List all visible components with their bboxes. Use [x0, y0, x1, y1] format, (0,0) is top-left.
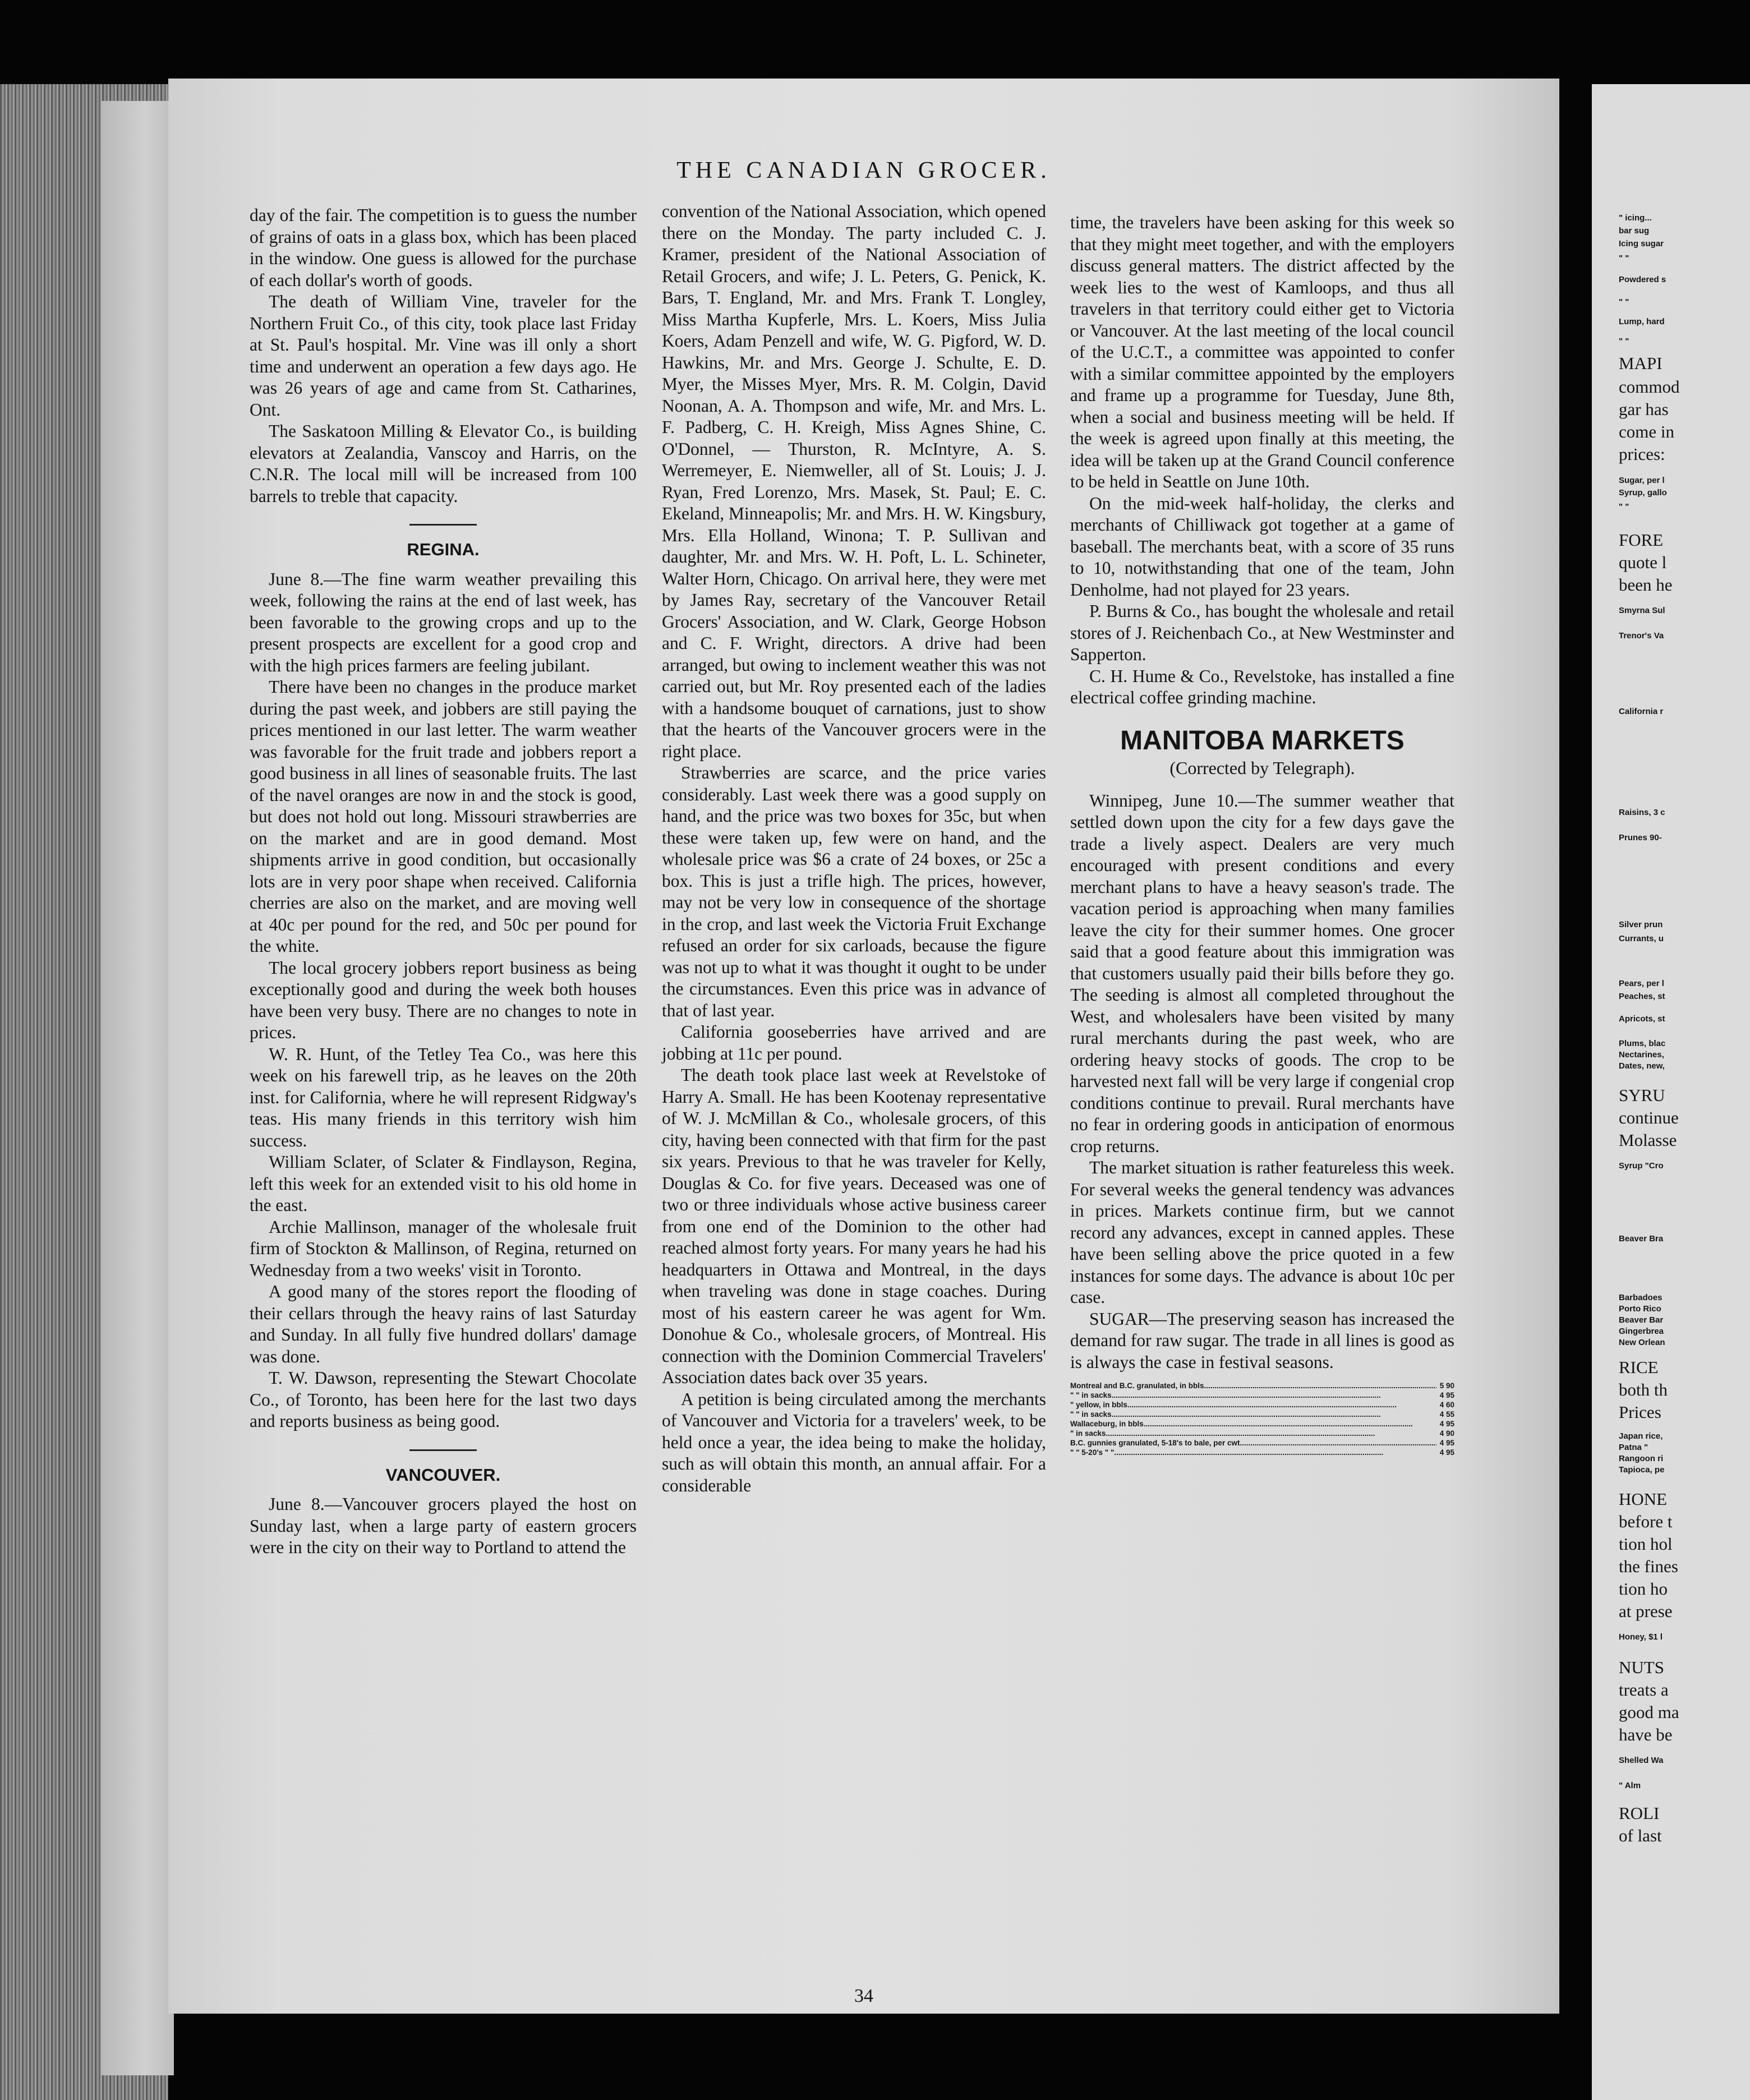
facing-page-text: Dates, new, — [1619, 1061, 1665, 1071]
facing-page-text: Barbadoes — [1619, 1293, 1662, 1302]
facing-page-text: Beaver Bra — [1619, 1234, 1664, 1244]
price-value: 4 95 — [1439, 1448, 1454, 1457]
facing-page-text: " " — [1619, 254, 1629, 263]
paragraph: Archie Mallinson, manager of the wholesale fruit firm of Stockton & Mallinson, of Regina, returned on Wednesday from a two weeks' visit in Toronto. — [250, 1217, 637, 1280]
page-header: THE CANADIAN GROCER. — [676, 158, 1051, 183]
magazine-page — [168, 79, 1559, 2014]
facing-page-text: Apricots, st — [1619, 1014, 1665, 1024]
facing-page-fragment — [1592, 84, 1750, 2100]
facing-page-text: good ma — [1619, 1702, 1679, 1722]
facing-page-text: Icing sugar — [1619, 239, 1664, 248]
price-row — [1070, 1390, 1454, 1400]
facing-page-text: SYRU — [1619, 1085, 1665, 1105]
price-row — [1070, 1419, 1454, 1429]
leader-dots — [1204, 1381, 1436, 1390]
facing-page-text: the fines — [1619, 1556, 1678, 1576]
price-row — [1070, 1438, 1454, 1448]
price-label: Wallaceburg, in bbls — [1070, 1420, 1144, 1428]
price-row — [1070, 1381, 1454, 1390]
facing-page-text: Prunes 90- — [1619, 833, 1662, 842]
leader-dots — [1114, 1448, 1436, 1457]
facing-page-text: HONE — [1619, 1489, 1668, 1509]
leader-dots — [1240, 1438, 1436, 1448]
paragraph: The market situation is rather featureless this week. For several weeks the general tendency was advances in prices. Markets continue firm, but we cannot record any advances, except in canned apples. These have been selling above the price quoted in a few instances for some days. The advance is about 10c per case. — [1070, 1158, 1454, 1307]
facing-page-text: bar sug — [1619, 226, 1650, 236]
facing-page-text: Silver prun — [1619, 920, 1663, 929]
facing-page-text: Syrup, gallo — [1619, 488, 1667, 498]
facing-page-text: Lump, hard — [1619, 317, 1665, 326]
leader-dots — [1144, 1419, 1436, 1429]
facing-page-text: prices: — [1619, 444, 1665, 464]
leader-dots — [1127, 1400, 1436, 1410]
facing-page-text: " " — [1619, 297, 1629, 307]
facing-page-text: Nectarines, — [1619, 1050, 1664, 1060]
book-gutter — [101, 101, 174, 2075]
paragraph: The death of William Vine, traveler for the Northern Fruit Co., of this city, took place last Friday at St. Paul's hospital. Mr. Vine was ill only a short time and underwent an operation a few days ago. He was 26 years of age and came from St. Catharines, Ont. — [250, 292, 637, 420]
price-label: Montreal and B.C. granulated, in bbls — [1070, 1381, 1204, 1390]
column-right — [1070, 212, 1454, 1457]
paragraph: The local grocery jobbers report business as being exceptionally good and during the week both houses have been very busy. There are no changes to note in prices. — [250, 957, 637, 1042]
paragraph: A good many of the stores report the flooding of their cellars through the heavy rains of last Saturday and Sunday. In all fully five hundred dollars' damage was done. — [250, 1282, 637, 1366]
paragraph: Winnipeg, June 10.—The summer weather that settled down upon the city for a few days gave the trade a lively aspect. Dealers are very much encouraged with present conditions and every merchant plans to have a heavy season's trade. The vacation period is approaching when many families leave the city for their summer homes. One grocer said that a good feature about this immigration was that customers usually paid their bills before they go. The seeding is almost all completed throughout the West, and wholesalers have been visited by many rural merchants during the past week, who are ordering heavy stocks of goods. The crop to be harvested next fall will be very large if congenial crop conditions continue to prevail. Rural merchants have no fear in ordering goods in anticipation of enormous crop returns. — [1070, 790, 1454, 1156]
facing-page-text: Trenor's Va — [1619, 631, 1664, 641]
price-row — [1070, 1400, 1454, 1410]
facing-page-text: Powdered s — [1619, 275, 1666, 284]
facing-page-text: Porto Rico — [1619, 1304, 1661, 1314]
facing-page-text: MAPI — [1619, 353, 1662, 373]
facing-page-text: gar has — [1619, 399, 1669, 419]
section-divider — [409, 524, 477, 526]
paragraph: P. Burns & Co., has bought the wholesale and retail stores of J. Reichenbach Co., at New Westminster and Sapperton. — [1070, 601, 1454, 664]
facing-page-text: Smyrna Sul — [1619, 606, 1665, 615]
facing-page-text: New Orlean — [1619, 1338, 1665, 1347]
facing-page-text: Pears, per l — [1619, 979, 1664, 988]
price-row — [1070, 1410, 1454, 1419]
paragraph: W. R. Hunt, of the Tetley Tea Co., was here this week on his farewell trip, as he leaves on the 20th inst. for California, where he will represent Ridgway's teas. His many friends in this territory wish him success. — [250, 1044, 637, 1150]
paragraph: June 8.—Vancouver grocers played the host on Sunday last, when a large party of eastern grocers were in the city on their way to Portland to attend the — [250, 1494, 637, 1557]
paragraph: T. W. Dawson, representing the Stewart Chocolate Co., of Toronto, has been here for the last two days and reports business as being good. — [250, 1368, 637, 1431]
price-label: " " 5-20's " " — [1070, 1448, 1115, 1457]
facing-page-text: RICE — [1619, 1357, 1659, 1377]
facing-page-text: FORE — [1619, 530, 1664, 550]
facing-page-text: Tapioca, pe — [1619, 1465, 1665, 1475]
facing-page-text: California r — [1619, 707, 1664, 716]
facing-page-text: Beaver Bar — [1619, 1315, 1664, 1325]
price-value: 4 90 — [1439, 1429, 1454, 1438]
facing-page-text: " " — [1619, 502, 1629, 512]
facing-page-text: have be — [1619, 1725, 1673, 1744]
section-subtitle: (Corrected by Telegraph). — [1169, 758, 1355, 778]
facing-page-text: " " — [1619, 337, 1629, 346]
price-value: 4 95 — [1439, 1391, 1454, 1399]
facing-page-text: continue — [1619, 1108, 1679, 1127]
price-label: " yellow, in bbls — [1070, 1401, 1127, 1409]
facing-page-text: tion hol — [1619, 1534, 1673, 1554]
facing-page-text: Prices — [1619, 1402, 1661, 1422]
paragraph: time, the travelers have been asking for this week so that they might meet together, and with the employers discuss general matters. The district affected by the week lies to the west of Kamloops, and thus all travelers in that territory could either get to Victoria or Vancouver. At the last meeting of the local council of the U.C.T., a committee was appointed to confer with a similar committee appointed by the employers and frame up a programme for Tuesday, June 8th, when a social and business meeting will be held. If the week is agreed upon finally at this meeting, the idea will be taken up at the Grand Council conference to be held in Seattle on June 10th. — [1070, 213, 1454, 491]
section-heading-regina: REGINA. — [407, 540, 480, 559]
price-value: 4 55 — [1439, 1410, 1454, 1419]
paragraph: convention of the National Association, which opened there on the Monday. The party included C. J. Kramer, president of the National Association of Retail Grocers, and wife; J. L. Peters, G. Penick, K. Bars, T. England, Mr. and Mrs. Frank T. Longley, Miss Martha Kupferle, Mrs. L. Koers, Miss Julia Koers, Adam Penzell and wife, W. G. Pigford, W. D. Hawkins, Mr. and Mrs. George J. Schulte, E. D. Myer, the Misses Myer, Mrs. R. M. Colgin, David Noonan, A. A. Thompson and wife, Mr. and Mrs. L. F. Padberg, C. H. Kreigh, Miss Agnes Shine, C. O'Donnel, — Thurston, R. McIntyre, A. S. Werremeyer, E. Niemweller, all of St. Louis; J. J. Ryan, Fred Lorenzo, Mrs. Masek, St. Paul; E. C. Ekeland, Minneapolis; Mr. and Mrs. H. W. Kingsbury, Mrs. Ella Holland, Winona; T. P. Sullivan and daughter, Mr. and Mrs. W. H. Poft, L. L. Schineter, Walter Horn, Chicago. On arrival here, they were met by James Ray, secretary of the Vancouver Retail Grocers' Association, and W. Clark, George Hobson and C. F. Wright, directors. A drive had been arranged, but owing to inclement weather this was not carried out, but Mr. Roy presented each of the ladies with a handsome bouquet of carnations, just to show that the hearts of the Vancouver grocers were in the right place. — [662, 201, 1046, 761]
paragraph: C. H. Hume & Co., Revelstoke, has installed a fine electrical coffee grinding machine. — [1070, 666, 1454, 707]
column-middle — [662, 201, 1046, 1496]
price-row — [1070, 1448, 1454, 1457]
paragraph: California gooseberries have arrived and are jobbing at 11c per pound. — [662, 1022, 1046, 1063]
facing-page-text: quote l — [1619, 552, 1667, 572]
facing-page-text: Patna " — [1619, 1443, 1648, 1452]
facing-page-text: at prese — [1619, 1601, 1673, 1621]
paragraph: The Saskatoon Milling & Elevator Co., is building elevators at Zealandia, Vanscoy and Harris, on the C.N.R. The local mill will be increased from 100 barrels to treble that capacity. — [250, 421, 637, 506]
paragraph: June 8.—The fine warm weather prevailing this week, following the rains at the end of last week, has been favorable to the growing crops and up to the present prospects are excellent for a good crop and with the high prices farmers are feeling jubilant. — [250, 569, 637, 675]
price-value: 4 60 — [1439, 1401, 1454, 1409]
section-divider — [409, 1449, 477, 1451]
facing-page-text: Raisins, 3 c — [1619, 808, 1665, 817]
leader-dots — [1112, 1390, 1436, 1400]
price-row — [1070, 1429, 1454, 1438]
facing-page-text: Plums, blac — [1619, 1039, 1666, 1048]
facing-page-text: Sugar, per l — [1619, 476, 1665, 485]
price-label: " " in sacks — [1070, 1410, 1112, 1419]
facing-page-text: before t — [1619, 1512, 1673, 1531]
facing-page-text: " icing... — [1619, 213, 1652, 223]
leader-dots — [1106, 1429, 1436, 1438]
facing-page-text: Syrup "Cro — [1619, 1161, 1664, 1171]
facing-page-text: been he — [1619, 575, 1673, 595]
facing-page-text: ROLI — [1619, 1803, 1660, 1823]
section-heading-vancouver: VANCOUVER. — [385, 1465, 501, 1485]
facing-page-text: Gingerbrea — [1619, 1327, 1664, 1336]
price-label: " " in sacks — [1070, 1391, 1112, 1399]
facing-page-text: Japan rice, — [1619, 1431, 1663, 1441]
price-label: " in sacks — [1070, 1429, 1106, 1438]
paragraph: On the mid-week half-holiday, the clerks and merchants of Chilliwack got together at a game of baseball. The merchants beat, with a score of 35 runs to 10, notwithstanding that one of the team, John Denholme, had not played for 23 years. — [1070, 493, 1454, 600]
facing-page-text: Honey, $1 l — [1619, 1632, 1663, 1642]
price-value: 4 95 — [1439, 1420, 1454, 1428]
facing-page-text: " Alm — [1619, 1781, 1641, 1790]
facing-page-text: tion ho — [1619, 1579, 1668, 1599]
price-label: B.C. gunnies granulated, 5-18's to bale, per cwt — [1070, 1439, 1240, 1447]
facing-page-text: Currants, u — [1619, 934, 1664, 943]
facing-page-text: Rangoon ri — [1619, 1454, 1664, 1463]
paragraph: The death took place last week at Revelstoke of Harry A. Small. He has been Kootenay representative of W. J. McMillan & Co., wholesale grocers, of this city, having been connected with that firm for the past six years. Previous to that he was traveler for Kelly, Douglas & Co. for five years. Deceased was one of two or three individuals whose active business career from one end of the Dominion to the other had reached almost forty years. For many years he had his headquarters in Ottawa and Montreal, in the days when traveling was done in stage coaches. During most of his eastern career he was agent for Wm. Donohue & Co., wholesale grocers, of Montreal. His connection with the Dominion Commercial Travelers' Association dates back over 35 years. — [662, 1065, 1046, 1387]
column-left — [250, 205, 637, 1559]
facing-page-text: commod — [1619, 377, 1680, 397]
facing-page-text: NUTS — [1619, 1657, 1664, 1677]
page-number: 34 — [854, 1986, 873, 2006]
price-value: 5 90 — [1439, 1381, 1454, 1390]
paragraph: Strawberries are scarce, and the price varies considerably. Last week there was a good supply on hand, and the price was two boxes for 35c, but when these were taken up, few were on hand, and the wholesale price was $6 a crate of 24 boxes, or 25c a box. This is just a trifle high. The prices, however, may not be very low in consequence of the shortage in the crop, and last week the Victoria Fruit Exchange refused an order for six carloads, because the figure was not up to what it was thought it ought to be under the circumstances. Even this price was in advance of that of last year. — [662, 763, 1046, 1020]
paragraph: SUGAR—The preserving season has increased the demand for raw sugar. The trade in all lines is good as is always the case in festival seasons. — [1070, 1309, 1454, 1372]
sugar-price-list — [1070, 1381, 1454, 1457]
paragraph: day of the fair. The competition is to guess the number of grains of oats in a glass box, which has been placed in the window. One guess is allowed for the purchase of each dollar's worth of goods. — [250, 205, 637, 290]
price-value: 4 95 — [1439, 1439, 1454, 1447]
facing-page-text: both th — [1619, 1380, 1668, 1399]
paragraph: William Sclater, of Sclater & Findlayson, Regina, left this week for an extended visit to his old home in the east. — [250, 1152, 637, 1215]
section-title-manitoba-markets: MANITOBA MARKETS — [1120, 725, 1404, 756]
facing-page-text: come in — [1619, 422, 1674, 441]
facing-page-text: treats a — [1619, 1680, 1669, 1700]
facing-page-text: Molasse — [1619, 1130, 1677, 1150]
leader-dots — [1112, 1410, 1436, 1419]
facing-page-text: of last — [1619, 1826, 1662, 1845]
paragraph: There have been no changes in the produce market during the past week, and jobbers are still paying the prices mentioned in our last letter. The warm weather was favorable for the fruit trade and jobbers report a good business in all lines of seasonable fruits. The last of the navel oranges are now in and the stock is good, but does not hold out long. Missouri strawberries are on the market and are in good demand. Most shipments arrive in good condition, but occasionally lots are in very poor shape when received. California cherries are also on the market, and are moving well at 40c per pound for the red, and 50c per pound for the white. — [250, 677, 637, 956]
facing-page-text: Peaches, st — [1619, 992, 1665, 1001]
paragraph: A petition is being circulated among the merchants of Vancouver and Victoria for a travelers' week, to be held once a year, the idea being to make the holiday, such as will obtain this month, an annual affair. For a considerable — [662, 1389, 1046, 1495]
facing-page-text: Shelled Wa — [1619, 1756, 1664, 1765]
